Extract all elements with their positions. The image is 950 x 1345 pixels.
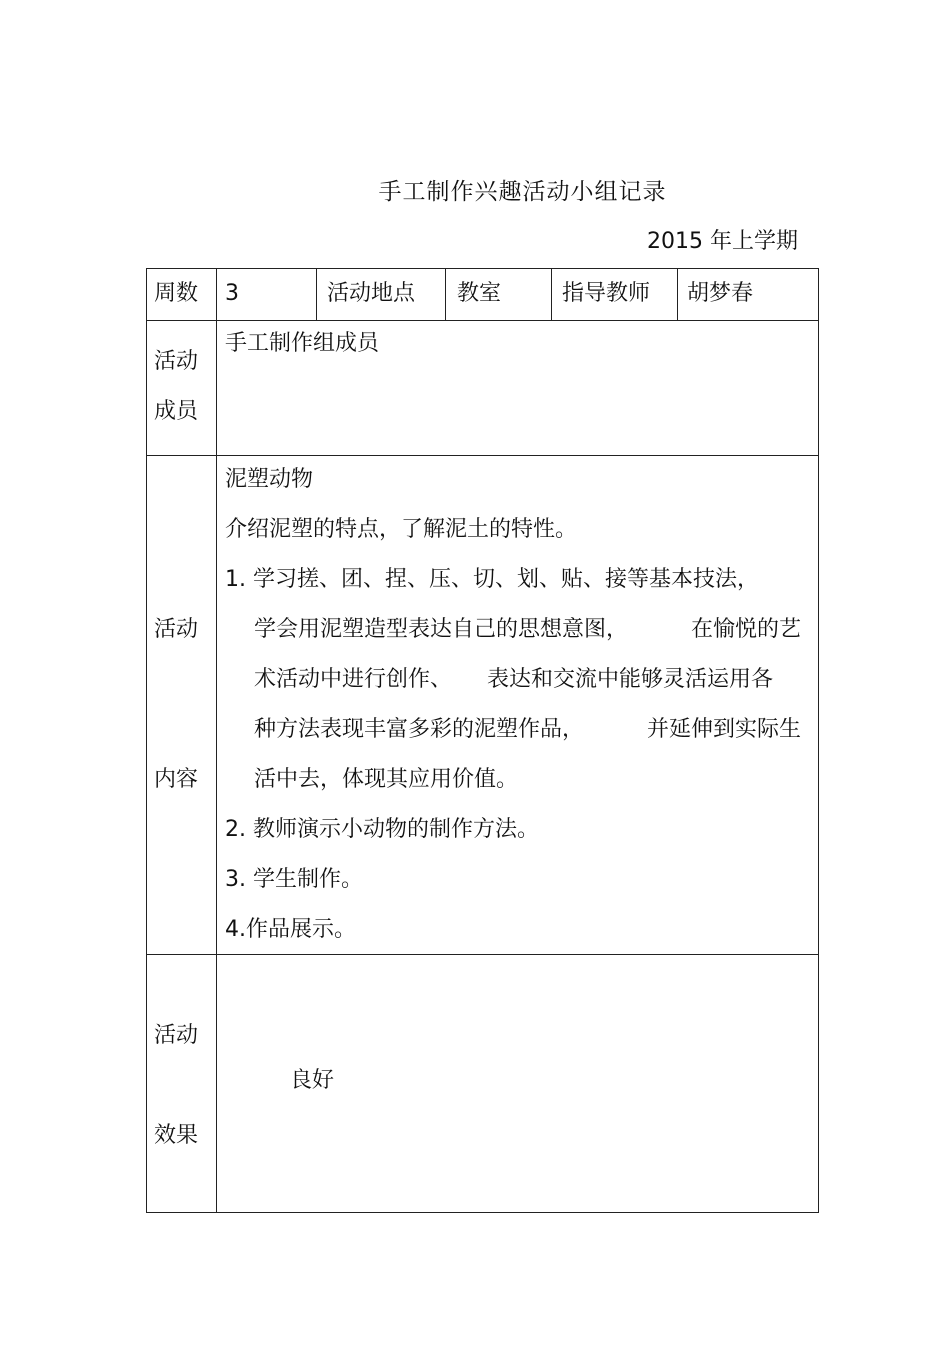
column-divider xyxy=(445,269,446,320)
effect-value: 良好 xyxy=(290,1068,335,1093)
content-line: 3. 学生制作。 xyxy=(225,867,363,892)
document-title: 手工制作兴趣活动小组记录 xyxy=(378,179,667,205)
teacher-value: 胡梦春 xyxy=(687,281,754,306)
content-line: 学会用泥塑造型表达自己的思想意图， 在愉悦的艺 xyxy=(254,617,801,642)
location-label: 活动地点 xyxy=(327,281,416,306)
content-line: 术活动中进行创作、 表达和交流中能够灵活运用各 xyxy=(254,667,773,692)
column-divider xyxy=(216,269,217,1212)
record-table xyxy=(146,268,819,1213)
location-value: 教室 xyxy=(457,281,502,306)
column-divider xyxy=(316,269,317,320)
week-value: 3 xyxy=(225,281,239,306)
members-value: 手工制作组成员 xyxy=(225,331,380,356)
semester-label: 2015 年上学期 xyxy=(647,229,798,254)
content-line: 2. 教师演示小动物的制作方法。 xyxy=(225,817,539,842)
content-line: 4.作品展示。 xyxy=(225,917,356,942)
content-line: 活中去，体现其应用价值。 xyxy=(254,767,519,792)
content-line: 1. 学习搓、团、捏、压、切、划、贴、接等基本技法， xyxy=(225,567,759,592)
effect-label-line2: 效果 xyxy=(154,1123,199,1148)
row-divider xyxy=(147,455,818,456)
column-divider xyxy=(551,269,552,320)
week-label: 周数 xyxy=(154,281,199,306)
content-line: 介绍泥塑的特点，了解泥土的特性。 xyxy=(225,517,578,542)
column-divider xyxy=(677,269,678,320)
members-label-line2: 成员 xyxy=(154,399,199,424)
content-line: 种方法表现丰富多彩的泥塑作品， 并延伸到实际生 xyxy=(254,717,801,742)
members-label-line1: 活动 xyxy=(154,349,199,374)
content-label-line1: 活动 xyxy=(154,617,199,642)
row-divider xyxy=(147,320,818,321)
content-line: 泥塑动物 xyxy=(225,467,314,492)
teacher-label: 指导教师 xyxy=(562,281,651,306)
effect-label-line1: 活动 xyxy=(154,1023,199,1048)
row-divider xyxy=(147,954,818,955)
content-label-line2: 内容 xyxy=(154,767,199,792)
